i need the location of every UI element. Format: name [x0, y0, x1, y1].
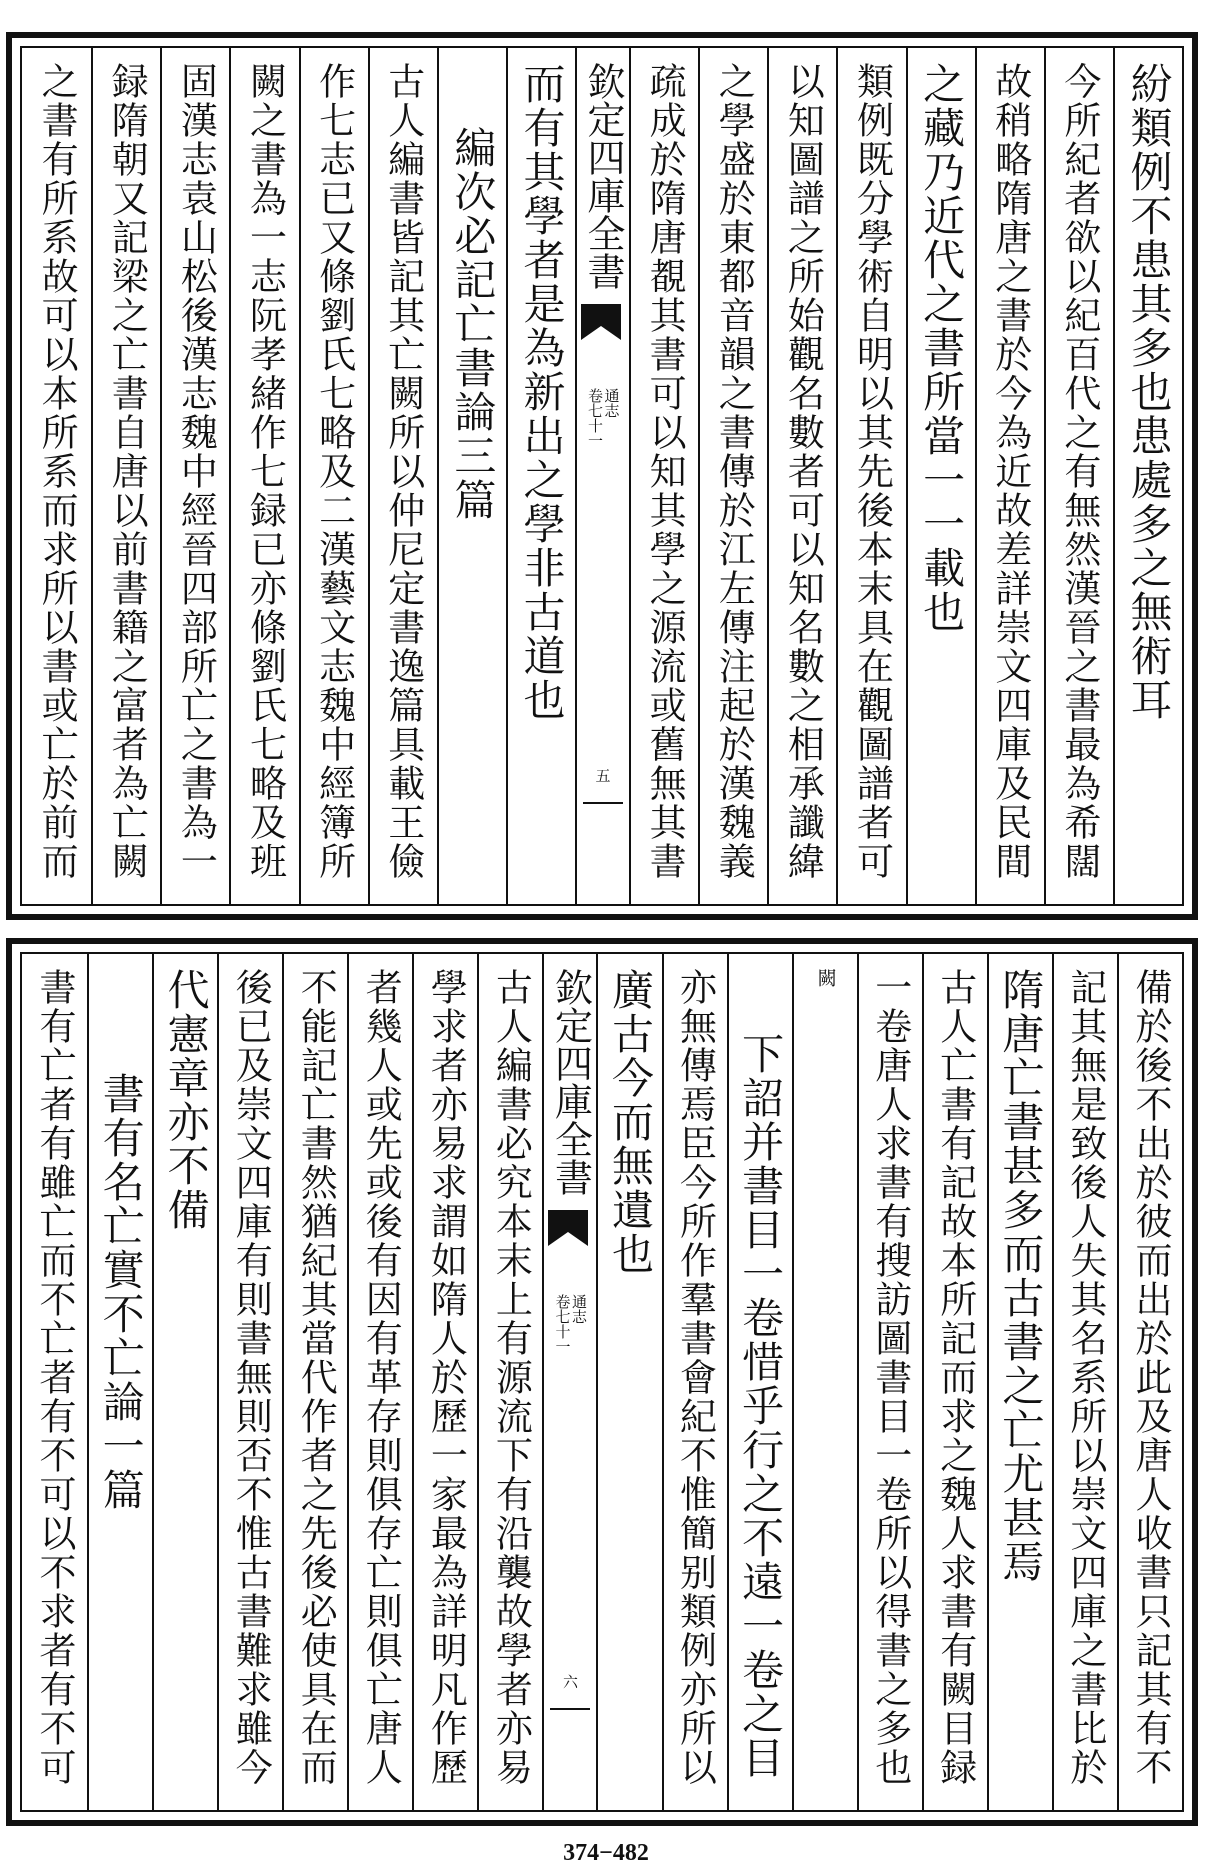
text-column — [792, 954, 857, 1810]
text-column — [1113, 48, 1182, 904]
column-text: 書有亡者有雖亡而不亡者有不可以不求者有不可 — [33, 968, 77, 1787]
text-column — [662, 954, 727, 1810]
text-column — [836, 48, 905, 904]
banner-column — [542, 954, 596, 1810]
column-text: 古人編書皆記其亡闕所以仲尼定書逸篇具載王儉 — [381, 62, 425, 881]
column-text: 記其無是致後人失其名系所以崇文四庫之書比於 — [1063, 968, 1107, 1787]
column-text: 古人亡書有記故本所記而求之魏人求書有闕目録 — [933, 968, 977, 1787]
column-text: 代憲章亦不備 — [161, 968, 211, 1232]
text-column — [1044, 48, 1113, 904]
column-text: 闕之書為一志阮孝緒作七録已亦條劉氏七略及班 — [243, 62, 287, 881]
text-column — [1052, 954, 1117, 1810]
text-column — [596, 954, 661, 1810]
text-column — [347, 954, 412, 1810]
column-text: 疏成於隋唐覩其書可以知其學之源流或舊無其書 — [643, 62, 687, 881]
series-title: 欽定四庫全書 — [548, 968, 593, 1196]
series-title: 欽定四庫全書 — [581, 62, 625, 290]
section-heading: 編次必記亡書論三篇 — [448, 126, 498, 522]
text-column — [922, 954, 987, 1810]
text-column — [229, 48, 298, 904]
column-text: 故稍略隋唐之書於今為近故差詳崇文四庫及民間 — [988, 62, 1032, 881]
column-text: 一卷唐人求書有搜訪圖書目一卷所以得書之多也 — [868, 968, 912, 1787]
column-text: 作七志已又條劉氏七略及二漢藝文志魏中經簿所 — [312, 62, 356, 881]
fishtail-mark-icon — [581, 304, 621, 340]
text-column — [987, 954, 1052, 1810]
folio-number: 六 — [560, 1674, 579, 1689]
column-text: 廣古今而無遺也 — [605, 968, 655, 1276]
page-bottom — [6, 938, 1198, 1826]
banner-column — [575, 48, 629, 904]
column-text: 者幾人或先或後有因有革存則俱存亡則俱亡唐人 — [359, 968, 403, 1787]
text-column — [1117, 954, 1182, 1810]
text-frame-top — [20, 46, 1184, 906]
text-column — [698, 48, 767, 904]
text-frame-bottom — [20, 952, 1184, 1812]
column-text: 録隋朝又記梁之亡書自唐以前書籍之富者為亡闕 — [105, 62, 149, 881]
column-text: 亦無傳焉臣今所作羣書會紀不惟簡别類例亦所以 — [673, 968, 717, 1787]
book-title: 通志 — [602, 388, 621, 418]
column-text: 今所紀者欲以紀百代之有無然漢晉之書最為希闊 — [1057, 62, 1101, 881]
text-column — [282, 954, 347, 1810]
text-column — [477, 954, 542, 1810]
section-heading: 書有名亡實不亡論一篇 — [96, 1072, 146, 1512]
text-column — [299, 48, 368, 904]
text-column — [22, 954, 87, 1810]
book-title: 通志 — [569, 1294, 588, 1324]
text-column — [906, 48, 975, 904]
column-text: 不能記亡書然猶紀其當代作者之先後必使具在而 — [294, 968, 338, 1787]
text-column — [857, 954, 922, 1810]
page-top — [6, 32, 1198, 920]
column-text: 以知圖譜之所始觀名數者可以知名數之相承讖緯 — [781, 62, 825, 881]
column-text: 之藏乃近代之書所當一一載也 — [917, 62, 967, 634]
column-text: 學求者亦易求謂如隋人於歷一家最為詳明凡作歷 — [424, 968, 468, 1787]
text-column — [87, 954, 152, 1810]
juan-number: 卷七十一 — [586, 388, 604, 448]
divider — [583, 802, 623, 804]
book-meta — [587, 388, 620, 448]
text-column — [412, 954, 477, 1810]
text-column — [152, 954, 217, 1810]
column-text: 備於後不出於彼而出於此及唐人收書只記其有不 — [1128, 968, 1172, 1787]
book-meta — [554, 1294, 587, 1354]
fishtail-mark-icon — [548, 1210, 588, 1246]
column-text: 類例既分學術自明以其先後本末具在觀圖譜者可 — [850, 62, 894, 881]
text-column — [217, 954, 282, 1810]
column-text: 後已及崇文四庫有則書無則否不惟古書難求雖今 — [229, 968, 273, 1787]
column-text: 之學盛於東都音韻之書傳於江左傳注起於漢魏義 — [712, 62, 756, 881]
column-text: 固漢志袁山松後漢志魏中經晉四部所亡之書為一 — [174, 62, 218, 881]
text-column — [629, 48, 698, 904]
divider — [550, 1708, 590, 1710]
text-column — [506, 48, 575, 904]
folio-number: 五 — [593, 768, 612, 783]
column-text: 紛類例不患其多也患處多之無術耳 — [1124, 62, 1174, 722]
text-column — [767, 48, 836, 904]
page-code: 374−482 — [563, 1840, 649, 1866]
text-column — [160, 48, 229, 904]
text-column — [91, 48, 160, 904]
section-heading: 下詔并書目一卷惜乎行之不遠一卷之目 — [736, 1032, 786, 1780]
column-text: 之書有所系故可以本所系而求所以書或亡於前而 — [35, 62, 79, 881]
juan-number: 卷七十一 — [553, 1294, 572, 1354]
column-text: 隋唐亡書甚多而古書之亡尤甚焉 — [996, 968, 1046, 1584]
column-text: 闕 — [814, 968, 837, 988]
column-text: 古人編書必究本末上有源流下有沿襲故學者亦易 — [489, 968, 533, 1787]
text-column — [727, 954, 792, 1810]
text-column — [437, 48, 506, 904]
column-text: 而有其學者是為新出之學非古道也 — [517, 62, 567, 722]
text-column — [975, 48, 1044, 904]
text-column — [368, 48, 437, 904]
text-column — [22, 48, 91, 904]
